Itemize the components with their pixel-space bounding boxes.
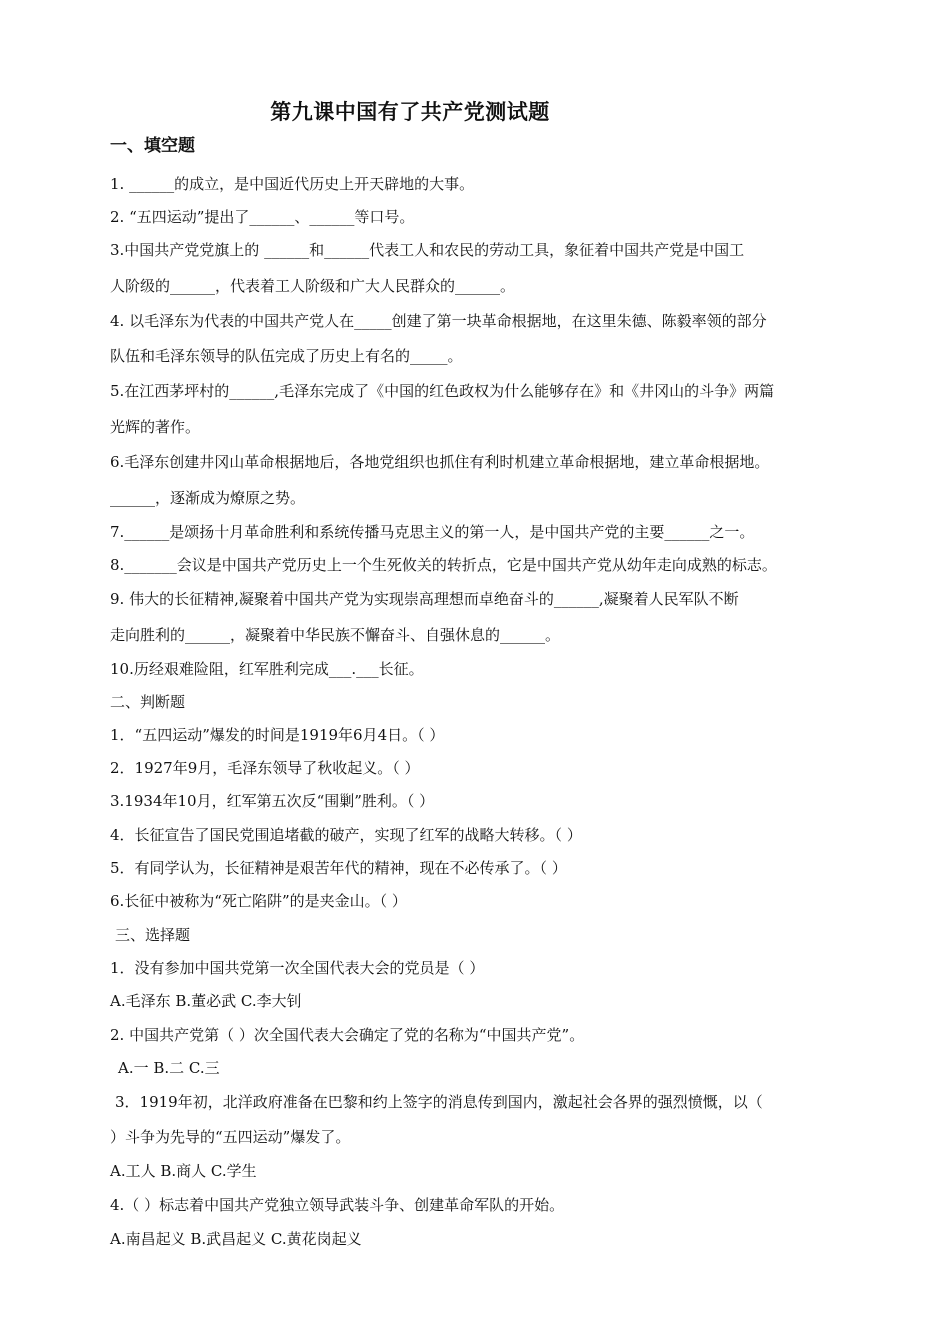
- section-heading-true-false: 二、判断题: [110, 693, 186, 711]
- fill-blank-line: 3.中国共产党党旗上的 ______和______代表工人和农民的劳动工具，象征着中国共产党是中国工: [110, 241, 745, 259]
- fill-blank-line: 队伍和毛泽东领导的队伍完成了历史上有名的_____。: [110, 347, 463, 365]
- fill-blank-line: 光辉的著作。: [110, 418, 201, 436]
- true-false-line: 4．长征宣告了国民党围追堵截的破产，实现了红军的战略大转移。（ ）: [110, 826, 582, 844]
- choice-line: 1．没有参加中国共党第一次全国代表大会的党员是（ ）: [110, 959, 485, 977]
- true-false-line: 3.1934年10月，红军第五次反“围剿”胜利。（ ）: [110, 792, 435, 810]
- fill-blank-line: 8._______会议是中国共产党历史上一个生死攸关的转折点，它是中国共产党从幼年走向成熟的标志。: [110, 556, 777, 574]
- choice-line: 3．1919年初，北洋政府准备在巴黎和约上签字的消息传到国内，激起社会各界的强烈愤慨，以（: [115, 1093, 763, 1111]
- choice-line: A.南昌起义 B.武昌起义 C.黄花岗起义: [110, 1230, 362, 1248]
- fill-blank-line: 1. ______的成立，是中国近代历史上开天辟地的大事。: [110, 175, 475, 193]
- true-false-line: 2．1927年9月，毛泽东领导了秋收起义。（ ）: [110, 759, 420, 777]
- section-heading-multiple-choice: 三、选择题: [115, 926, 191, 944]
- fill-blank-line: 4. 以毛泽东为代表的中国共产党人在_____创建了第一块革命根据地，在这里朱德、陈毅率领的部分: [110, 312, 767, 330]
- choice-line: 4.（ ）标志着中国共产党独立领导武装斗争、创建革命军队的开始。: [110, 1196, 565, 1214]
- fill-blank-line: 9. 伟大的长征精神,凝聚着中国共产党为实现崇高理想而卓绝奋斗的______,凝聚着人民军队不断: [110, 590, 739, 608]
- fill-blank-line: 走向胜利的______，凝聚着中华民族不懈奋斗、自强休息的______。: [110, 626, 561, 644]
- fill-blank-line: 5.在江西茅坪村的______,毛泽东完成了《中国的红色政权为什么能够存在》和《井冈山的斗争》两篇: [110, 382, 775, 400]
- true-false-line: 6.长征中被称为“死亡陷阱”的是夹金山。（ ）: [110, 892, 407, 910]
- fill-blank-line: 10.历经艰难险阻，红军胜利完成___.___长征。: [110, 660, 424, 678]
- section-heading-fill-blank: 一、填空题: [110, 136, 195, 156]
- true-false-line: 1．“五四运动”爆发的时间是1919年6月4日。（ ）: [110, 726, 445, 744]
- choice-line: A.毛泽东 B.董必武 C.李大钊: [110, 992, 302, 1010]
- fill-blank-line: ______，逐渐成为燎原之势。: [110, 489, 306, 507]
- page-title: 第九课中国有了共产党测试题: [270, 100, 550, 124]
- fill-blank-line: 7.______是颂扬十月革命胜利和系统传播马克思主义的第一人，是中国共产党的主要______之一。: [110, 523, 755, 541]
- true-false-line: 5．有同学认为，长征精神是艰苦年代的精神，现在不必传承了。（ ）: [110, 859, 567, 877]
- fill-blank-line: 2. “五四运动”提出了______、______等口号。: [110, 208, 415, 226]
- choice-line: A.一 B.二 C.三: [118, 1059, 220, 1077]
- choice-line: 2. 中国共产党第（ ）次全国代表大会确定了党的名称为“中国共产党”。: [110, 1026, 585, 1044]
- fill-blank-line: 人阶级的______，代表着工人阶级和广大人民群众的______。: [110, 277, 516, 295]
- fill-blank-line: 6.毛泽东创建井冈山革命根据地后，各地党组织也抓住有利时机建立革命根据地，建立革命根据地。: [110, 453, 770, 471]
- choice-line: A.工人 B.商人 C.学生: [110, 1162, 257, 1180]
- choice-line: ）斗争为先导的“五四运动”爆发了。: [110, 1128, 351, 1146]
